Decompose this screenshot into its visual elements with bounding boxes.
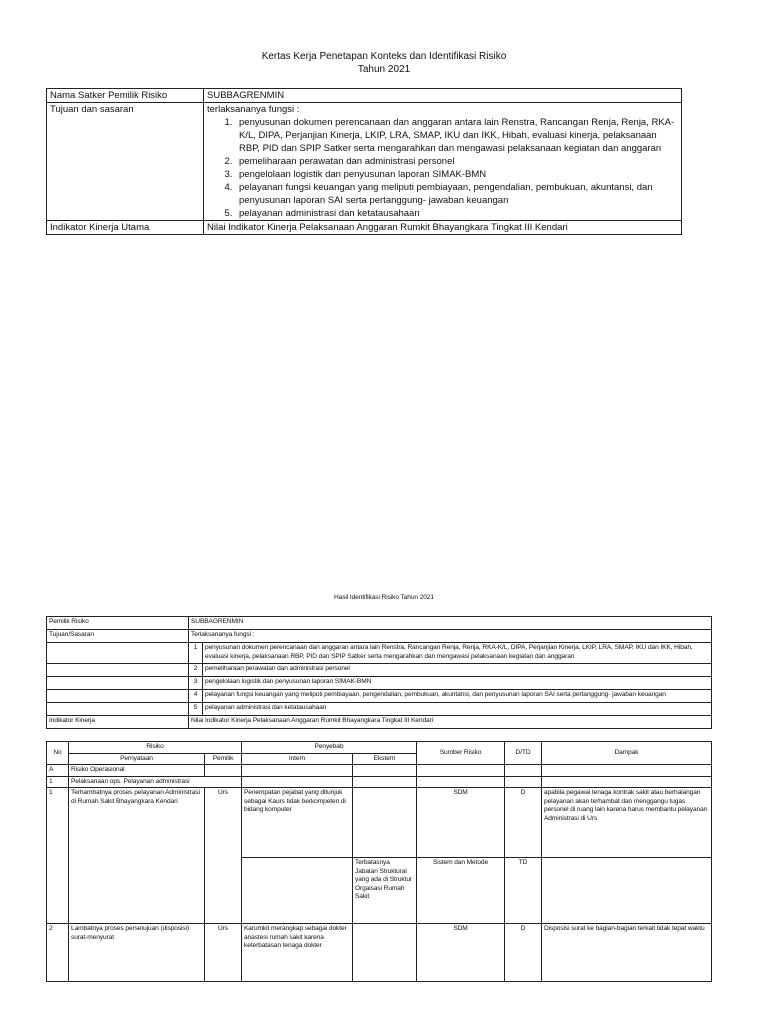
header-dtd: D/TD <box>505 742 542 765</box>
header-row <box>47 742 712 754</box>
owner-row <box>47 617 712 630</box>
goal-text: pengelolaan logistik dan penyusunan laporan SIMAK-BMN <box>203 677 712 690</box>
doc-title: Kertas Kerja Penetapan Konteks dan Identifikasi Risiko <box>261 51 507 62</box>
kpi-row <box>47 716 712 729</box>
header-external: Ekstern <box>353 753 417 765</box>
risk-external: Terbatasnya Jabatan Struktural yang ada di Struktur Orgaisasi Rumah Sakit <box>353 858 417 924</box>
kpi-value: Nilai Indikator Kinerja Pelaksanaan Anggaran Rumkit Bhayangkara Tingkat III Kendari <box>204 221 682 235</box>
risk-source: SDM <box>417 788 505 858</box>
owner-value: SUBBAGRENMIN <box>204 89 682 103</box>
risk-no: 2 <box>47 924 69 982</box>
goal-no: 4 <box>189 690 203 703</box>
category-no: A <box>47 765 69 777</box>
risk-owner: Urs <box>205 788 242 924</box>
goal-intro: Terlaksananya fungsi : <box>189 630 712 643</box>
risk-table <box>46 741 712 982</box>
goal-text: pelayanan fungsi keuangan yang meliputi pembiayaan, pengendalian, pembukuan, akuntansi, dan penyusunan laporan SAI serta pertanggung- jawaban keuangan <box>203 690 712 703</box>
goal-text: pemeliharaan perawatan dan administrasi personel <box>203 664 712 677</box>
goal-row <box>47 630 712 643</box>
goal-text: pelayanan administrasi dan ketatausahaan <box>203 703 712 716</box>
owner-value: SUBBAGRENMIN <box>189 617 712 630</box>
goal-item: 3. pengelolaan logistik dan penyusunan laporan SIMAK-BMN <box>235 168 678 181</box>
header-impact: Dampak <box>542 742 712 765</box>
goal-row <box>47 103 682 221</box>
risk-external <box>353 788 417 858</box>
goal-item: 4. pelayanan fungsi keuangan yang meliputi pembiayaan, pengendalian, pembukuan, akuntansi, dan penyusunan laporan SAI serta pertanggung- jawaban keuangan <box>235 181 678 207</box>
kpi-row <box>47 221 682 235</box>
risk-no: 1 <box>47 788 69 924</box>
header-no: No <box>47 742 69 765</box>
risk-statement: Terhambatnya proses pelayanan Administrasi di Rumah Sakit Bhayangkara Kendari <box>69 788 205 924</box>
header-internal: Intern <box>242 753 353 765</box>
risk-internal <box>242 858 353 924</box>
header-statement: Pernyataan <box>69 753 205 765</box>
goal-no: 5 <box>189 703 203 716</box>
goal-no: 1 <box>189 643 203 664</box>
risk-source: Sistem dan Metode <box>417 858 505 924</box>
risk-external <box>353 924 417 982</box>
header-risk: Risiko <box>69 742 242 754</box>
category-row <box>47 765 712 777</box>
risk-impact: Disposisi surat ke bagian-bagian terkait tidak tepat waktu <box>542 924 712 982</box>
risk-internal: Karumkit merangkap sebagai dokter anastesi rumah sakit karena keterbatasan tenaga dokter <box>242 924 353 982</box>
goal-no: 2 <box>189 664 203 677</box>
goal-item-row <box>47 677 712 690</box>
header-cause: Penyebab <box>242 742 417 754</box>
owner-row <box>47 89 682 103</box>
doc2-title: Hasil Identifikasi Risiko Tahun 2021 <box>333 594 434 601</box>
goal-list <box>207 116 678 220</box>
goal-item-row <box>47 703 712 716</box>
header-source: Sumber Risiko <box>417 742 505 765</box>
category-label: Risiko Operasional <box>69 765 205 777</box>
activity-label: Pelaksanaan ops. Pelayanan administrasi <box>69 776 242 788</box>
goal-item-row <box>47 690 712 703</box>
goal-no: 3 <box>189 677 203 690</box>
risk-internal: Penempatan pejabat yang ditunjuk sebagai Kaurs tidak berkompeten di bidang komputer <box>242 788 353 858</box>
summary-table <box>46 616 712 729</box>
header-owner: Pemilik <box>205 753 242 765</box>
doc-year: Tahun 2021 <box>357 64 411 75</box>
goal-item: 2. pemeliharaan perawatan dan administrasi personel <box>235 155 678 168</box>
activity-no: 1 <box>47 776 69 788</box>
goal-item: 1. penyusunan dokumen perencanaan dan anggaran antara lain Renstra, Rancangan Renja, Renja, RKA-K/L, DIPA, Perjanjian Kinerja, LKIP, LRA, SMAP, IKU dan IKK, Hibah, evaluasi kinerja, pelaksanaan RBP, PID dan SPIP Satker serta mengarahkan dan mengawasi pelaksanaan kegiatan dan anggaran <box>235 116 678 155</box>
kpi-label: Indikator Kinerja Utama <box>47 221 204 235</box>
activity-row <box>47 776 712 788</box>
risk-owner: Urs <box>205 924 242 982</box>
owner-label: Pemilik Risiko <box>47 617 189 630</box>
goal-item-row <box>47 643 712 664</box>
kpi-value: Nilai Indikator Kinerja Pelaksanaan Anggaran Rumkit Bhayangkara Tingkat III Kendari <box>189 716 712 729</box>
risk-source: SDM <box>417 924 505 982</box>
goal-text: penyusunan dokumen perencanaan dan anggaran antara lain Renstra, Rancangan Renja, Renja, RKA-K/L, DIPA, Perjanjian Kinerja, LKIP, LRA, SMAP, IKU dan IKK, Hibah, evaluasi kinerja, pelaksanaan RBP, PID dan SPIP Satker serta mengarahkan dan mengawasi pelaksanaan kegiatan dan anggaran <box>203 643 712 664</box>
risk-dtd: D <box>505 924 542 982</box>
risk-dtd: D <box>505 788 542 858</box>
risk-impact <box>542 858 712 924</box>
goal-label: Tujuan dan sasaran <box>47 103 204 221</box>
risk-statement: Lambatnya proses persetujuan (disposisi) surat-menyurat <box>69 924 205 982</box>
goal-item: 5. pelayanan administrasi dan ketatausahaan <box>235 207 678 220</box>
goal-cell <box>204 103 682 221</box>
risk-dtd: TD <box>505 858 542 924</box>
kpi-label: Indikator Kinerja <box>47 716 189 729</box>
context-table <box>46 88 682 235</box>
goal-intro: terlaksananya fungsi : <box>207 104 300 115</box>
goal-item-row <box>47 664 712 677</box>
table-row <box>47 924 712 982</box>
owner-label: Nama Satker Pemilik Risiko <box>47 89 204 103</box>
goal-label: Tujuan/Sasaran <box>47 630 189 643</box>
risk-impact: apabila pegawai tenaga kontrak sakit atau berhalangan pelayanan akan terhambat dan menggangu tugas personel di ruang lain karena harus membantu pelayanan Administrasi di Urs <box>542 788 712 858</box>
table-row <box>47 788 712 858</box>
